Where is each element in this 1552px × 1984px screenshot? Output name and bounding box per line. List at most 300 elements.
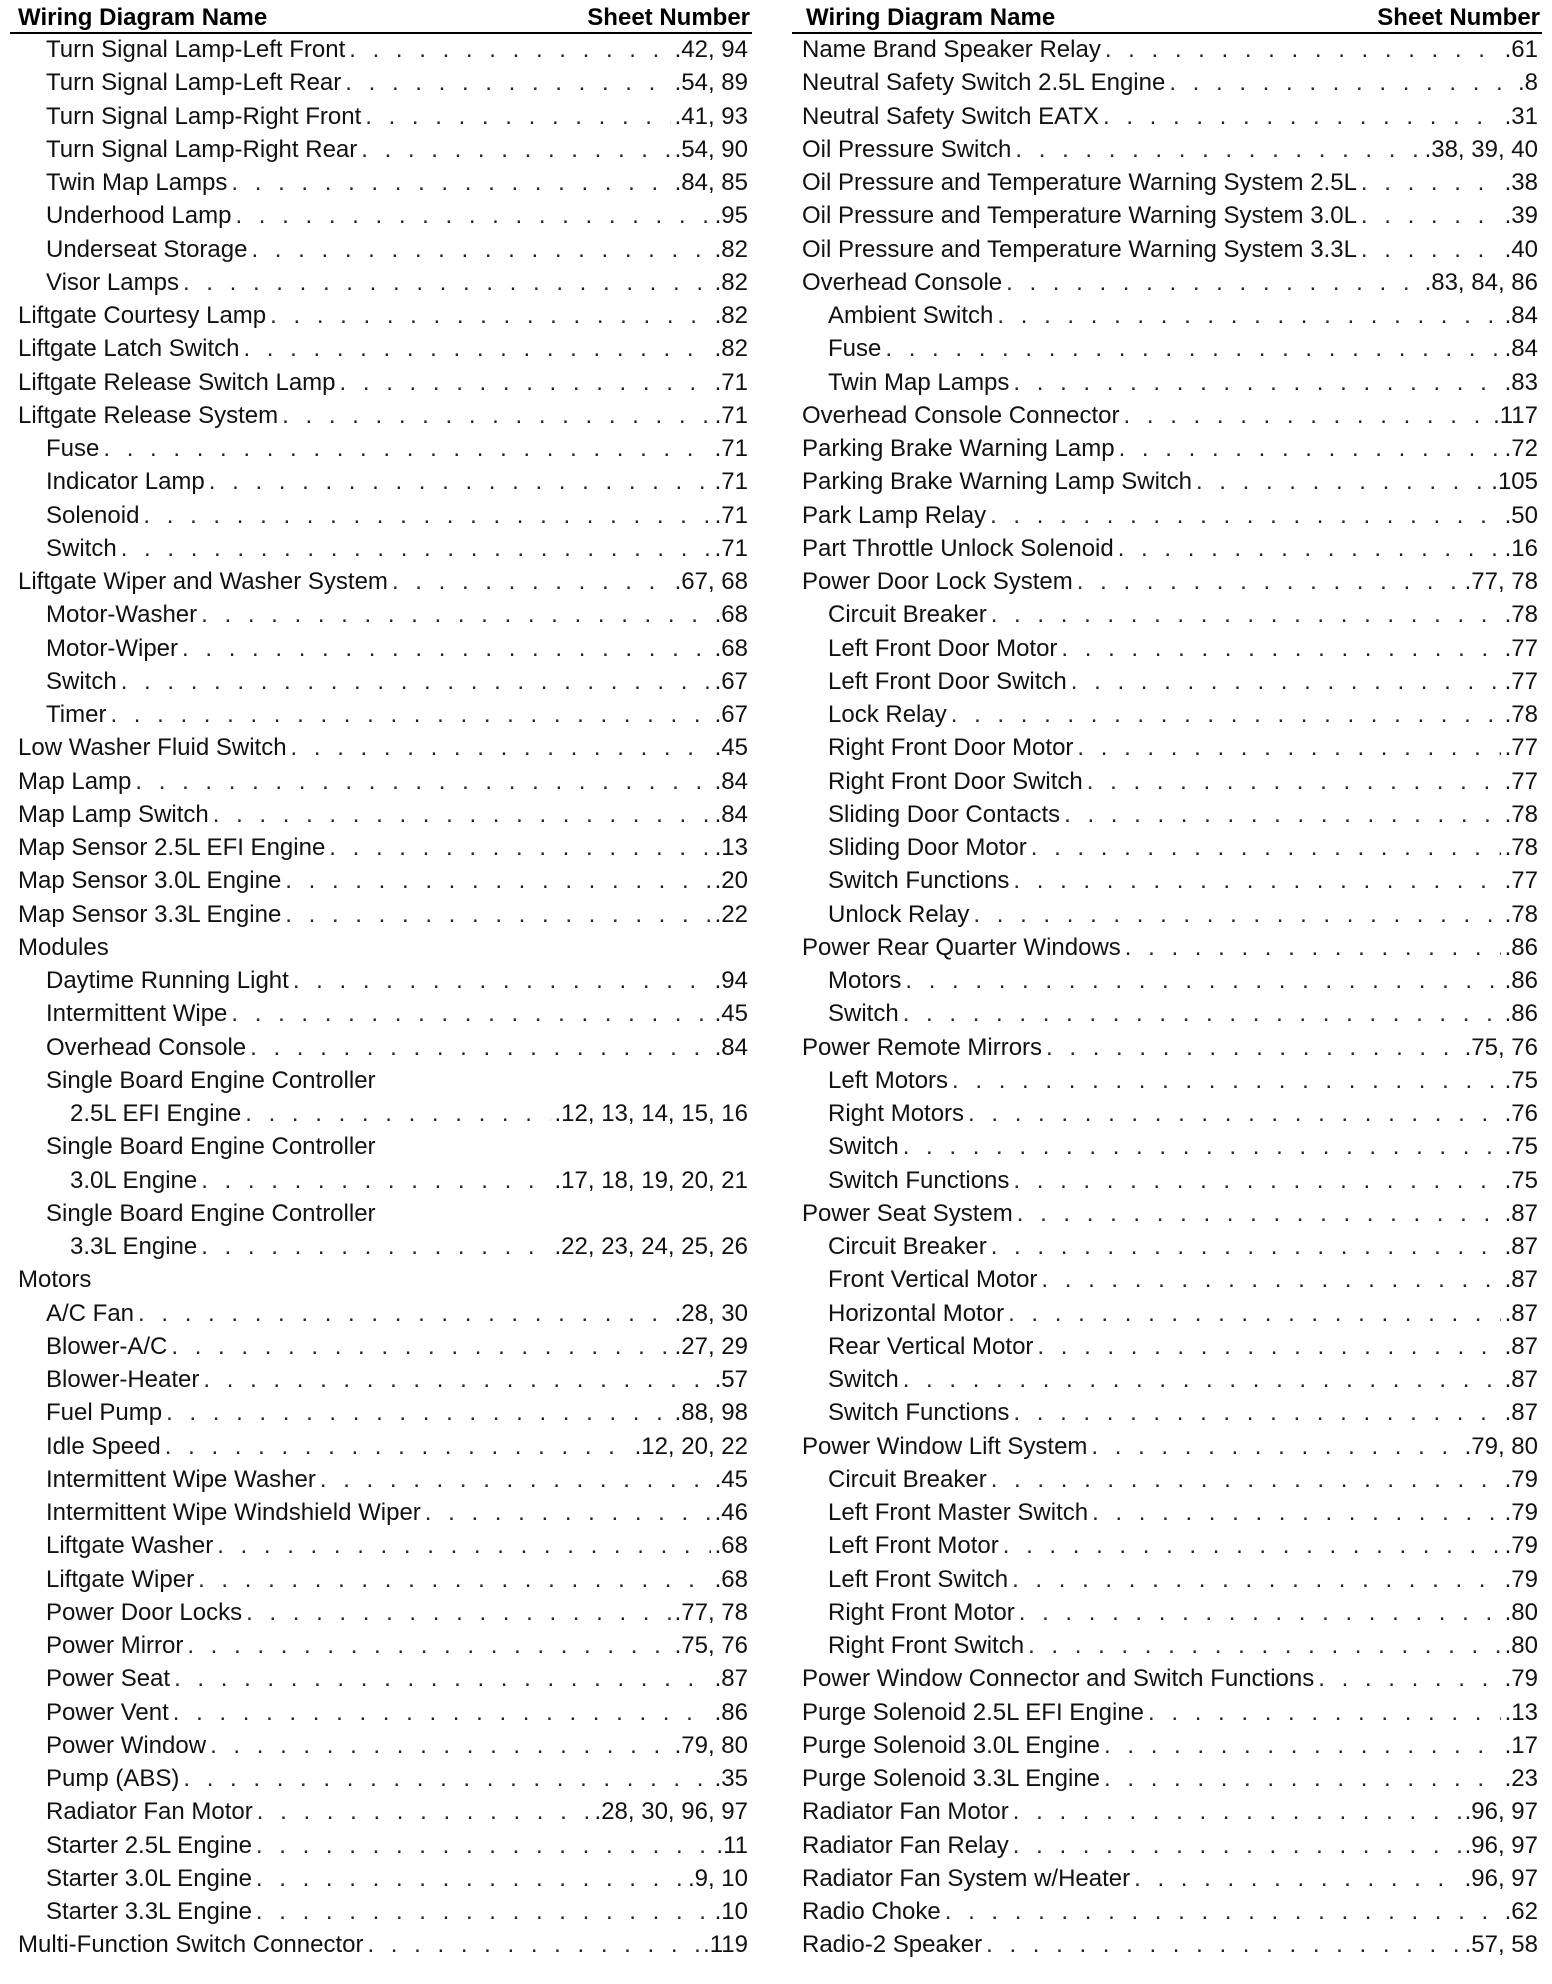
index-entry: [792, 801, 1542, 834]
dot-leader: [1105, 36, 1501, 64]
index-entry: [792, 734, 1542, 767]
entry-name: Solenoid: [46, 501, 140, 529]
entry-name: Turn Signal Lamp-Right Front: [46, 102, 362, 130]
dot-leader: [182, 635, 711, 663]
index-entry: [10, 1000, 752, 1033]
sheet-number: .17: [1504, 1731, 1538, 1759]
entry-name: Intermittent Wipe Windshield Wiper: [46, 1499, 421, 1526]
index-entry: [792, 668, 1542, 701]
dot-leader: [340, 369, 711, 397]
index-entry: [10, 1034, 752, 1067]
entry-name: Blower-A/C: [46, 1332, 168, 1360]
sheet-number: .80: [1504, 1598, 1538, 1626]
index-entry: [10, 169, 752, 202]
dot-leader: [951, 701, 1501, 729]
sheet-number: .35: [714, 1765, 748, 1792]
index-entry: [792, 1167, 1542, 1200]
entry-name: 3.3L Engine: [70, 1233, 198, 1260]
entry-name: Left Front Switch: [828, 1565, 1009, 1593]
index-entry: [792, 1765, 1542, 1798]
entry-name: Starter 3.0L Engine: [46, 1864, 252, 1892]
entry-name: Left Front Door Motor: [828, 634, 1058, 662]
dot-leader: [1104, 1765, 1501, 1793]
sheet-number: .95: [714, 202, 748, 230]
sheet-number: .68: [714, 601, 748, 629]
sheet-number: .22, 23, 24, 25, 26: [554, 1233, 748, 1260]
dot-leader: [198, 1566, 711, 1594]
dot-leader: [210, 1732, 671, 1760]
entry-name: Motors: [18, 1266, 92, 1294]
dot-leader: [1124, 402, 1490, 430]
index-entry: [10, 901, 752, 934]
index-entry: [792, 435, 1542, 468]
sheet-number: .119: [703, 1931, 748, 1959]
entry-name: Fuse: [46, 435, 100, 462]
dot-leader: [282, 402, 710, 430]
index-entry: [792, 1034, 1542, 1067]
index-entry: [792, 1366, 1542, 1399]
dot-leader: [1091, 1433, 1460, 1461]
index-entry: [10, 1532, 752, 1565]
entry-name: Map Sensor 3.3L Engine: [18, 900, 282, 928]
index-entry: [10, 502, 752, 535]
entry-name: Switch: [46, 534, 117, 562]
index-entry: [10, 1200, 752, 1233]
sheet-number: .39: [1504, 202, 1538, 230]
dot-leader: [1077, 734, 1500, 762]
sheet-number: .75: [1504, 1166, 1538, 1194]
index-entry: [792, 901, 1542, 934]
dot-leader: [251, 236, 710, 264]
dot-leader: [1361, 169, 1501, 197]
index-entry: [10, 1898, 752, 1931]
dot-leader: [1118, 535, 1501, 563]
entry-name: Power Window Lift System: [802, 1432, 1088, 1460]
dot-leader: [1013, 1832, 1461, 1860]
sheet-number: .117: [1493, 401, 1538, 429]
sheet-number: .77, 78: [674, 1598, 748, 1626]
sheet-number: .57: [714, 1366, 748, 1393]
sheet-number: .77: [1504, 734, 1538, 762]
dot-leader: [349, 36, 670, 64]
dot-leader: [1028, 1632, 1501, 1660]
index-entry: [10, 103, 752, 136]
entry-name: Switch Functions: [828, 1166, 1010, 1194]
sheet-number: .76: [1504, 1100, 1538, 1127]
sheet-number: .46: [714, 1499, 748, 1526]
sheet-number: .20: [714, 867, 748, 895]
entry-name: Power Vent: [46, 1698, 169, 1726]
dot-leader: [1196, 468, 1487, 496]
sheet-number: .8: [1517, 69, 1538, 97]
entry-name: Neutral Safety Switch EATX: [802, 102, 1099, 130]
sheet-number: .67: [714, 667, 748, 695]
sheet-number: .87: [1504, 1266, 1538, 1294]
index-entry: [10, 1067, 752, 1100]
entry-name: Modules: [18, 933, 109, 961]
entry-name: Parking Brake Warning Lamp Switch: [802, 468, 1192, 496]
sheet-number: .86: [1504, 967, 1538, 994]
dot-leader: [135, 768, 710, 796]
sheet-number: .77: [1504, 634, 1538, 662]
index-entry: [792, 635, 1542, 668]
dot-leader: [903, 1000, 1501, 1028]
dot-leader: [1119, 435, 1501, 463]
index-entry: [792, 1133, 1542, 1166]
dot-leader: [329, 834, 710, 862]
index-entry: [792, 1100, 1542, 1133]
index-entry: [792, 768, 1542, 801]
index-entry: [792, 36, 1542, 69]
entry-name: Motors: [828, 967, 902, 994]
dot-leader: [1013, 867, 1500, 895]
index-entry: [10, 1599, 752, 1632]
sheet-number: .75, 76: [1464, 1033, 1538, 1061]
dot-leader: [217, 1532, 710, 1560]
index-entry: [792, 402, 1542, 435]
dot-leader: [1061, 635, 1500, 663]
sheet-number: .87: [1504, 1233, 1538, 1260]
index-entry: [792, 169, 1542, 202]
entry-name: Map Sensor 2.5L EFI Engine: [18, 834, 326, 861]
dot-leader: [203, 1366, 710, 1394]
entry-name: Single Board Engine Controller: [46, 1133, 376, 1161]
sheet-number: .75, 76: [674, 1632, 748, 1659]
entry-name: Circuit Breaker: [828, 1465, 987, 1493]
index-entry: [792, 236, 1542, 269]
dot-leader: [166, 1399, 671, 1427]
entry-name: Right Motors: [828, 1100, 965, 1127]
sheet-number: .71: [714, 401, 748, 429]
entry-name: Fuel Pump: [46, 1399, 163, 1427]
sheet-number: .61: [1504, 36, 1538, 63]
entry-name: Fuse: [828, 335, 882, 363]
entry-name: Oil Pressure and Temperature Warning System 2.5L: [802, 169, 1357, 196]
entry-name: Parking Brake Warning Lamp: [802, 435, 1115, 462]
dot-leader: [285, 901, 710, 929]
sheet-number: .16: [1504, 534, 1538, 562]
index-entry: [10, 36, 752, 69]
dot-leader: [320, 1466, 711, 1494]
sheet-number: .68: [714, 634, 748, 662]
entry-name: Right Front Motor: [828, 1598, 1015, 1626]
index-entry: [10, 568, 752, 601]
sheet-number: .86: [714, 1698, 748, 1726]
entry-name: Turn Signal Lamp-Left Front: [46, 36, 346, 63]
index-entry: [10, 867, 752, 900]
index-entry: [792, 1832, 1542, 1865]
entry-name: Starter 3.3L Engine: [46, 1898, 252, 1925]
index-entry: [10, 335, 752, 368]
entry-name: Circuit Breaker: [828, 1233, 987, 1260]
sheet-number: .17, 18, 19, 20, 21: [554, 1166, 748, 1194]
index-entry: [10, 1632, 752, 1665]
entry-name: 3.0L Engine: [70, 1166, 198, 1194]
dot-leader: [997, 302, 1500, 330]
index-entry: [10, 1865, 752, 1898]
dot-leader: [121, 668, 711, 696]
dot-leader: [952, 1067, 1501, 1095]
index-entry: [792, 934, 1542, 967]
sheet-number: .87: [1504, 1399, 1538, 1427]
index-entry: [10, 302, 752, 335]
dot-leader: [905, 967, 1500, 995]
index-entry: [10, 1233, 752, 1266]
dot-leader: [1037, 1333, 1500, 1361]
dot-leader: [183, 269, 711, 297]
sheet-number: .54, 89: [674, 69, 748, 97]
sheet-number: .45: [714, 1465, 748, 1493]
index-entry: [792, 1566, 1542, 1599]
index-entry: [792, 269, 1542, 302]
entry-name: Park Lamp Relay: [802, 501, 987, 529]
index-entry: [792, 1200, 1542, 1233]
left-index-list: [10, 36, 752, 1965]
dot-leader: [1134, 1865, 1460, 1893]
entry-name: Overhead Console: [46, 1033, 247, 1061]
entry-name: Oil Pressure Switch: [802, 135, 1012, 163]
index-entry: [10, 601, 752, 634]
dot-leader: [361, 136, 670, 164]
index-entry: [10, 1333, 752, 1366]
index-entry: [792, 69, 1542, 102]
index-entry: [792, 601, 1542, 634]
entry-name: Liftgate Wiper: [46, 1565, 195, 1593]
entry-name: Power Seat: [46, 1665, 171, 1693]
index-entry: [10, 1466, 752, 1499]
sheet-number: .87: [1504, 1366, 1538, 1393]
index-entry: [792, 136, 1542, 169]
sheet-number: .75: [1504, 1133, 1538, 1161]
entry-name: Liftgate Latch Switch: [18, 335, 240, 363]
index-entry: [10, 435, 752, 468]
sheet-number: .31: [1504, 102, 1538, 130]
sheet-number: .12, 20, 22: [634, 1432, 748, 1460]
dot-leader: [285, 867, 710, 895]
dot-leader: [270, 302, 710, 330]
sheet-number: .41, 93: [674, 102, 748, 130]
dot-leader: [885, 335, 1500, 363]
index-entry: [792, 103, 1542, 136]
right-column-header: [792, 4, 1542, 34]
index-entry: [10, 967, 752, 1000]
index-entry: [10, 1765, 752, 1798]
dot-leader: [201, 601, 710, 629]
entry-name: Underseat Storage: [46, 235, 248, 263]
dot-leader: [235, 202, 710, 230]
sheet-number: .71: [714, 368, 748, 396]
entry-name: Left Front Master Switch: [828, 1499, 1089, 1526]
entry-name: Part Throttle Unlock Solenoid: [802, 534, 1114, 562]
index-entry: [792, 967, 1542, 1000]
index-entry: [10, 369, 752, 402]
sheet-number: .78: [1504, 601, 1538, 629]
entry-name: Map Sensor 3.0L Engine: [18, 867, 282, 895]
sheet-number: .57, 58: [1464, 1931, 1538, 1959]
dot-leader: [201, 1167, 550, 1195]
sheet-number: .77: [1504, 667, 1538, 695]
dot-leader: [1013, 1798, 1461, 1826]
index-entry: [10, 668, 752, 701]
dot-leader: [990, 502, 1501, 530]
dot-leader: [231, 169, 670, 197]
dot-leader: [1041, 1266, 1500, 1294]
sheet-number: .87: [1504, 1199, 1538, 1227]
dot-leader: [1087, 768, 1501, 796]
dot-leader: [1125, 934, 1501, 962]
sheet-number: .79, 80: [1464, 1432, 1538, 1460]
entry-name: Left Motors: [828, 1066, 949, 1094]
index-entry: [10, 734, 752, 767]
index-entry: [10, 1566, 752, 1599]
wiring-diagram-name-heading: Wiring Diagram Name: [806, 4, 1056, 31]
index-entry: [792, 1000, 1542, 1033]
sheet-number: .79: [1504, 1499, 1538, 1526]
entry-name: Radiator Fan Motor: [802, 1798, 1009, 1826]
sheet-number: .13: [714, 834, 748, 861]
index-entry: [792, 1532, 1542, 1565]
sheet-number: .87: [1504, 1332, 1538, 1360]
index-entry: [10, 934, 752, 967]
dot-leader: [246, 1599, 671, 1627]
index-entry: [10, 136, 752, 169]
index-entry: [792, 1466, 1542, 1499]
index-entry: [10, 535, 752, 568]
index-entry: [10, 1832, 752, 1865]
index-entry: [792, 1865, 1542, 1898]
sheet-number: .40: [1504, 235, 1538, 263]
index-entry: [792, 1399, 1542, 1432]
sheet-number: .84: [714, 767, 748, 795]
index-entry: [10, 635, 752, 668]
dot-leader: [991, 1233, 1501, 1261]
index-entry: [792, 1898, 1542, 1931]
sheet-number: .82: [714, 235, 748, 263]
entry-name: Overhead Console Connector: [802, 401, 1120, 429]
sheet-number: .71: [714, 435, 748, 462]
dot-leader: [903, 1366, 1501, 1394]
sheet-number: .94: [714, 967, 748, 994]
sheet-number: .79, 80: [674, 1731, 748, 1759]
entry-name: Ambient Switch: [828, 302, 994, 329]
index-entry: [10, 202, 752, 235]
entry-name: Right Front Door Switch: [828, 767, 1083, 795]
sheet-number: .78: [1504, 900, 1538, 928]
entry-name: Liftgate Release System: [18, 401, 279, 429]
sheet-number-heading: Sheet Number: [1377, 4, 1540, 31]
entry-name: Radio-2 Speaker: [802, 1931, 983, 1959]
sheet-number: .10: [714, 1898, 748, 1925]
entry-name: Purge Solenoid 2.5L EFI Engine: [802, 1698, 1145, 1726]
dot-leader: [187, 1632, 670, 1660]
dot-leader: [201, 1233, 550, 1261]
entry-name: Right Front Door Motor: [828, 734, 1074, 762]
index-entry: [792, 1632, 1542, 1665]
sheet-number: .9, 10: [687, 1864, 748, 1892]
index-entry: [10, 69, 752, 102]
sheet-number: .78: [1504, 800, 1538, 828]
dot-leader: [945, 1898, 1501, 1926]
entry-name: Oil Pressure and Temperature Warning System 3.3L: [802, 235, 1357, 263]
entry-name: Purge Solenoid 3.0L Engine: [802, 1731, 1101, 1759]
sheet-number: .86: [1504, 933, 1538, 961]
entry-name: Left Front Motor: [828, 1532, 999, 1560]
entry-name: Switch: [46, 667, 117, 695]
sheet-number: .23: [1504, 1765, 1538, 1792]
sheet-number: .84: [714, 800, 748, 828]
dot-leader: [1013, 1399, 1500, 1427]
dot-leader: [968, 1100, 1501, 1128]
index-entry: [792, 1433, 1542, 1466]
sheet-number: .87: [714, 1665, 748, 1693]
entry-name: Low Washer Fluid Switch: [18, 734, 287, 762]
sheet-number: .87: [1504, 1299, 1538, 1327]
index-entry: [10, 468, 752, 501]
index-entry: [10, 1366, 752, 1399]
dot-leader: [171, 1333, 670, 1361]
index-entry: [792, 867, 1542, 900]
index-entry: [10, 269, 752, 302]
wiring-diagram-name-heading: Wiring Diagram Name: [18, 4, 268, 31]
sheet-number: .38, 39, 40: [1424, 135, 1538, 163]
sheet-number: .38: [1504, 169, 1538, 196]
entry-name: Power Door Locks: [46, 1598, 243, 1626]
dot-leader: [138, 1300, 671, 1328]
entry-name: Circuit Breaker: [828, 601, 987, 629]
dot-leader: [291, 734, 711, 762]
dot-leader: [1092, 1499, 1501, 1527]
dot-leader: [1008, 1300, 1501, 1328]
index-entry: [10, 768, 752, 801]
sheet-number: .67: [714, 701, 748, 728]
dot-leader: [213, 801, 711, 829]
sheet-number: .68: [714, 1532, 748, 1560]
index-entry: [792, 1732, 1542, 1765]
index-entry: [792, 1333, 1542, 1366]
entry-name: Daytime Running Light: [46, 967, 289, 994]
dot-leader: [986, 1931, 1460, 1959]
sheet-number: .62: [1504, 1898, 1538, 1925]
entry-name: Map Lamp Switch: [18, 800, 209, 828]
index-entry: [792, 1599, 1542, 1632]
entry-name: Turn Signal Lamp-Left Rear: [46, 69, 342, 97]
index-entry: [10, 1699, 752, 1732]
entry-name: Turn Signal Lamp-Right Rear: [46, 135, 358, 163]
entry-name: Oil Pressure and Temperature Warning System 3.0L: [802, 202, 1357, 230]
dot-leader: [103, 435, 710, 463]
dot-leader: [143, 502, 710, 530]
dot-leader: [256, 1898, 711, 1926]
index-entry: [10, 701, 752, 734]
index-entry: [792, 302, 1542, 335]
dot-leader: [1003, 1532, 1501, 1560]
index-entry: [792, 502, 1542, 535]
sheet-number: .84, 85: [674, 169, 748, 196]
entry-name: Sliding Door Motor: [828, 834, 1027, 861]
index-entry: [10, 1100, 752, 1133]
sheet-number: .83, 84, 86: [1424, 268, 1538, 296]
entry-name: Underhood Lamp: [46, 202, 232, 230]
dot-leader: [174, 1665, 711, 1693]
dot-leader: [973, 901, 1500, 929]
entry-name: Rear Vertical Motor: [828, 1332, 1034, 1360]
dot-leader: [1361, 202, 1501, 230]
sheet-number: .84: [1504, 302, 1538, 329]
dot-leader: [345, 69, 670, 97]
sheet-number: .71: [714, 501, 748, 529]
entry-name: Twin Map Lamps: [828, 368, 1010, 396]
right-column: [792, 4, 1542, 1965]
